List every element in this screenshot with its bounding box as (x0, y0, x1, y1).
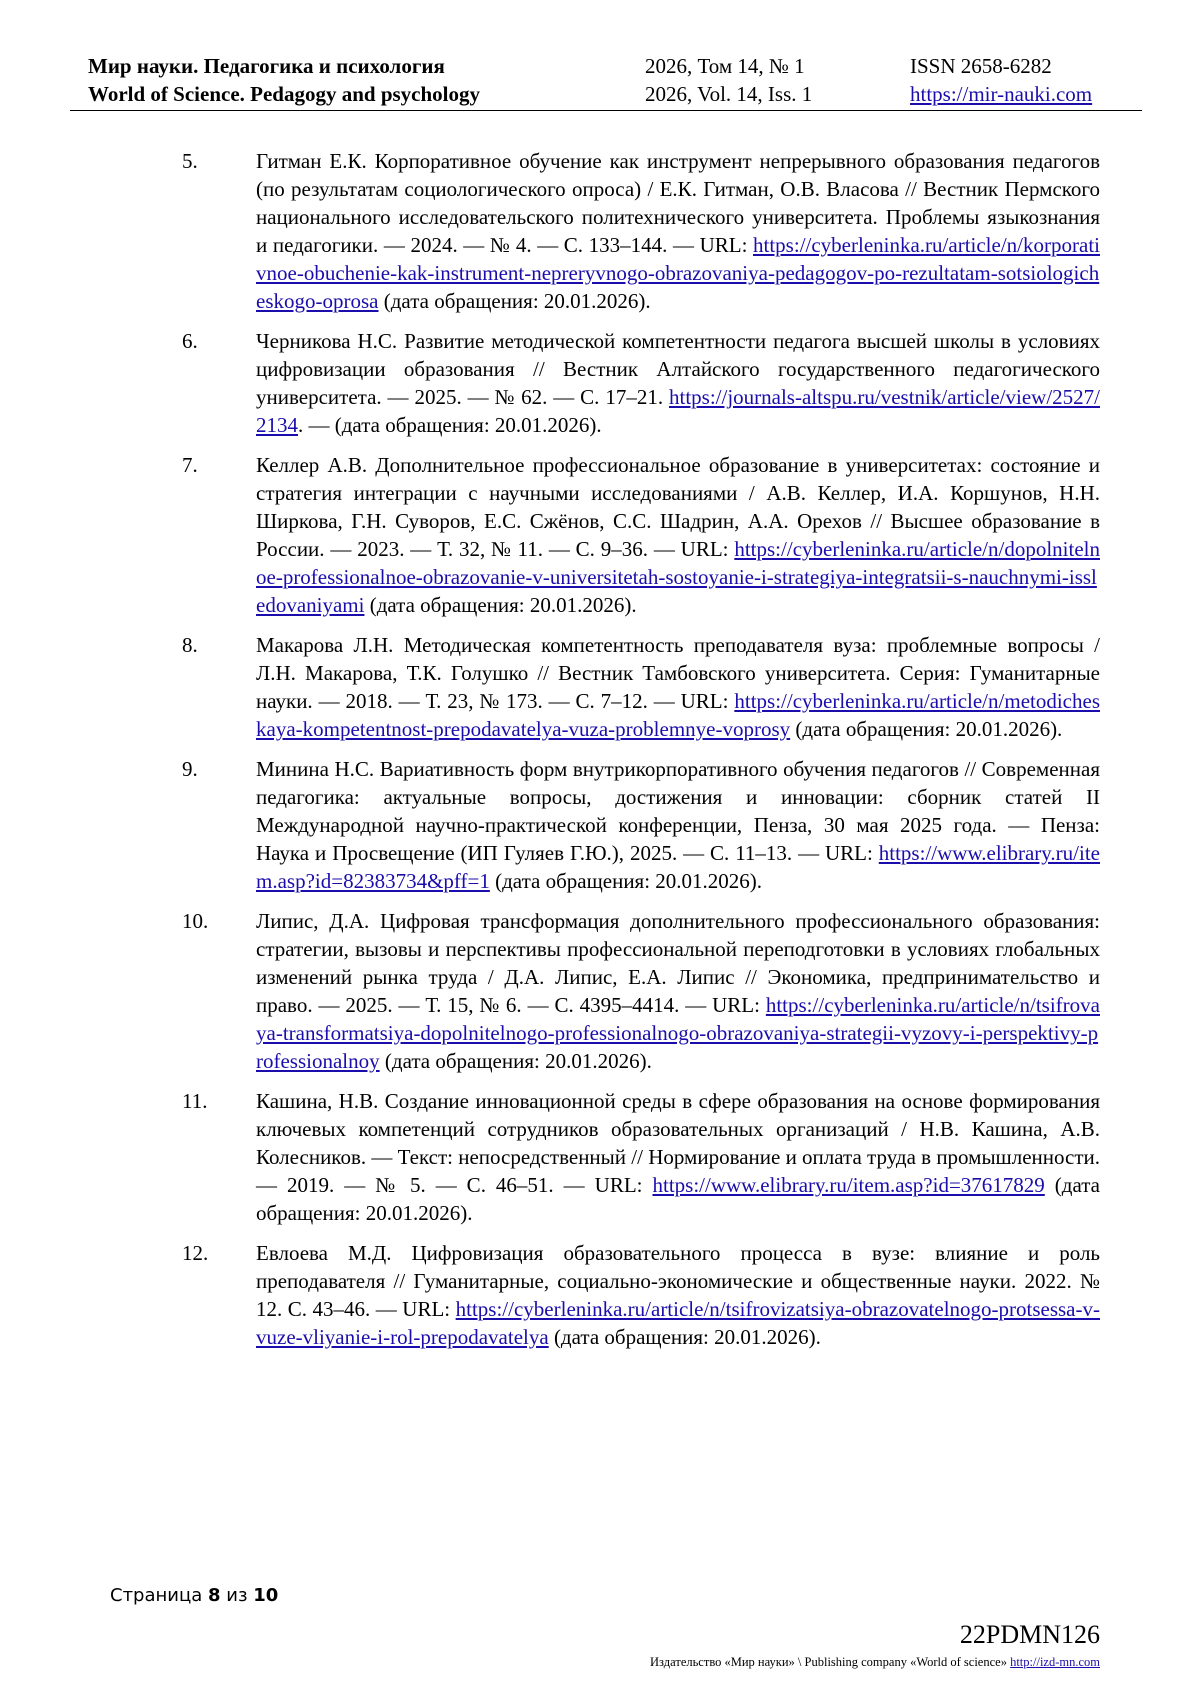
reference-link[interactable]: https://cyberleninka.ru/article/n/tsifrovizatsiya-obrazovatelnogo-protsessa-v-vuze-vliyanie-i-rol-prepodavatelya (256, 1297, 1100, 1349)
reference-link[interactable]: https://cyberleninka.ru/article/n/dopolnitelnoe-professionalnoe-obrazovanie-v-universitetah-sostoyanie-i-strategiya-integratsii-s-nauchnymi-issledovaniyami (256, 537, 1100, 617)
reference-link[interactable]: https://www.elibrary.ru/item.asp?id=82383734&pff=1 (256, 841, 1100, 893)
publisher-line (650, 1655, 1100, 1670)
reference-link[interactable]: https://cyberleninka.ru/article/n/metodicheskaya-kompetentnost-prepodavatelya-vuza-problemnye-voprosy (256, 689, 1100, 741)
reference-text: Макарова Л.Н. Методическая компетентность преподавателя вуза: проблемные вопросы / Л.Н. Макарова, Т.К. Голушко // Вестник Тамбовского университета. Серия: Гуманитарные науки. — 2018. — Т. 23, № 173. — С. 7–12. — URL: (256, 633, 1100, 713)
reference-link[interactable]: https://www.elibrary.ru/item.asp?id=37617829 (652, 1173, 1045, 1197)
reference-number: 7. (182, 453, 198, 477)
reference-text: Келлер А.В. Дополнительное профессиональное образование в университетах: состояние и стратегия интеграции с научными исследованиями / А.В. Келлер, И.А. Коршунов, Н.Н. Ширкова, Г.Н. Суворов, Е.С. Сжёнов, С.С. Шадрин, А.А. Орехов // Высшее образование в России. — 2023. — Т. 32, № 11. — С. 9–36. — URL: (256, 453, 1100, 561)
page-counter-of: из (226, 1585, 248, 1606)
reference-access-date: . — (дата обращения: 20.01.2026). (298, 413, 602, 437)
reference-access-date: (дата обращения: 20.01.2026). (489, 869, 763, 893)
page-counter (110, 1585, 278, 1606)
reference-number: 6. (182, 329, 198, 353)
reference-item (0, 147, 1200, 315)
reference-item (0, 1087, 1200, 1227)
issn-block (910, 52, 1092, 108)
issue-info-ru: 2026, Том 14, № 1 (645, 54, 805, 78)
reference-item (0, 755, 1200, 895)
journal-title-ru: Мир науки. Педагогика и психология (88, 54, 445, 78)
reference-number: 5. (182, 149, 198, 173)
reference-link[interactable]: https://journals-altspu.ru/vestnik/article/view/2527/2134 (256, 385, 1100, 437)
reference-item (0, 907, 1200, 1075)
issue-info (645, 52, 812, 108)
reference-item (0, 631, 1200, 743)
reference-number: 11. (182, 1089, 208, 1113)
article-code: 22PDMN126 (959, 1620, 1100, 1649)
reference-number: 9. (182, 757, 198, 781)
issn: ISSN 2658-6282 (910, 54, 1052, 78)
reference-access-date: (дата обращения: 20.01.2026). (256, 1173, 1100, 1225)
reference-item (0, 451, 1200, 619)
reference-text: Липис, Д.А. Цифровая трансформация дополнительного профессионального образования: стратегии, вызовы и перспективы профессиональной переподготовки в условиях глобальных изменений рынка труда / Д.А. Липис, Е.А. Липис // Экономика, предпринимательство и право. — 2025. — Т. 15, № 6. — С. 4395–4414. — URL: (256, 909, 1100, 1017)
reference-text: Кашина, Н.В. Создание инновационной среды в сфере образования на основе формирования ключевых компетенций сотрудников образовательных организаций / Н.В. Кашина, А.В. Колесников. — Текст: непосредственный // Нормирование и оплата труда в промышленности. — 2019. — № 5. — С. 46–51. — URL: (256, 1089, 1101, 1197)
reference-access-date: (дата обращения: 20.01.2026). (790, 717, 1063, 741)
journal-site-link[interactable]: https://mir-nauki.com (910, 82, 1093, 106)
reference-access-date: (дата обращения: 20.01.2026). (364, 593, 637, 617)
issue-info-en: 2026, Vol. 14, Iss. 1 (645, 82, 813, 106)
reference-access-date: (дата обращения: 20.01.2026). (379, 1049, 652, 1073)
reference-number: 12. (182, 1241, 209, 1265)
journal-title (88, 52, 480, 108)
reference-text: Черникова Н.С. Развитие методической компетентности педагога высшей школы в условиях цифровизации образования // Вестник Алтайского государственного педагогического университета. — 2025. — № 62. — С. 17–21. (256, 329, 1100, 409)
reference-access-date: (дата обращения: 20.01.2026). (548, 1325, 821, 1349)
page-header (70, 52, 1142, 111)
publisher-link[interactable]: http://izd-mn.com (1010, 1655, 1100, 1669)
reference-access-date: (дата обращения: 20.01.2026). (378, 289, 651, 313)
reference-link[interactable]: https://cyberleninka.ru/article/n/tsifrovaya-transformatsiya-dopolnitelnogo-professionalnogo-obrazovaniya-strategii-vyzovy-i-perspektivy-professionalnoy (256, 993, 1100, 1073)
reference-item (0, 327, 1200, 439)
reference-list (0, 147, 1200, 1363)
reference-text: Евлоева М.Д. Цифровизация образовательного процесса в вузе: влияние и роль преподавателя // Гуманитарные, социально-экономические и общественные науки. 2022. № 12. С. 43–46. — URL: (256, 1241, 1100, 1321)
page-current: 8 (208, 1585, 221, 1606)
reference-text: Гитман Е.К. Корпоративное обучение как инструмент непрерывного образования педагогов (по результатам социологического опроса) / Е.К. Гитман, О.В. Власова // Вестник Пермского национального исследовательского политехнического университета. Проблемы языкознания и педагогики. — 2024. — № 4. — С. 133–144. — URL: (256, 149, 1100, 257)
reference-item (0, 1239, 1200, 1351)
publisher-name: Издательство «Мир науки» \ Publishing company «World of science» (650, 1655, 1007, 1669)
reference-number: 10. (182, 909, 209, 933)
page-total: 10 (253, 1585, 279, 1606)
reference-link[interactable]: https://cyberleninka.ru/article/n/korporativnoe-obuchenie-kak-instrument-nepreryvnogo-obrazovaniya-pedagogov-po-rezultatam-sotsiologicheskogo-oprosa (256, 233, 1100, 313)
journal-title-en: World of Science. Pedagogy and psychology (88, 82, 481, 106)
page-counter-label: Страница (110, 1585, 203, 1606)
reference-text: Минина Н.С. Вариативность форм внутрикорпоративного обучения педагогов // Современная педагогика: актуальные вопросы, достижения и инновации: сборник статей II Международной научно-практической конференции, Пенза, 30 мая 2025 года. — Пенза: Наука и Просвещение (ИП Гуляев Г.Ю.), 2025. — С. 11–13. — URL: (256, 757, 1100, 865)
reference-number: 8. (182, 633, 198, 657)
